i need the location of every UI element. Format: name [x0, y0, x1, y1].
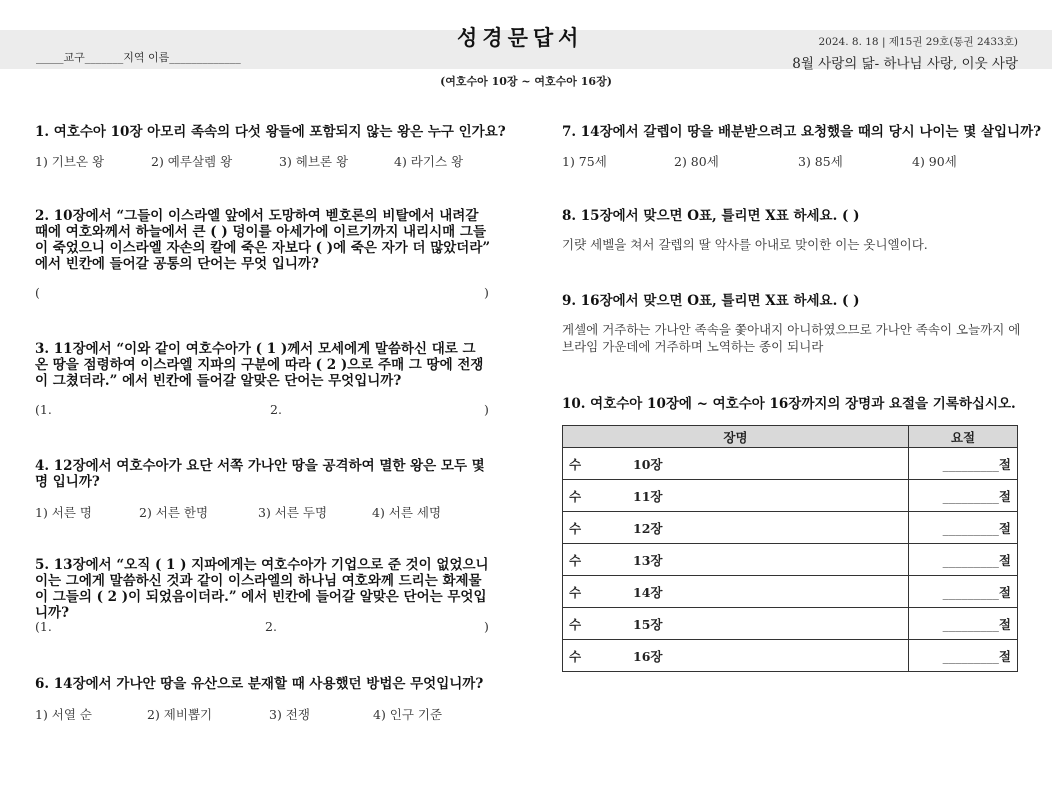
question-8[interactable]: 8. 15장에서 맞으면 O표, 틀리면 X표 하세요. ( ): [562, 208, 860, 224]
q3-answer-mid: 2.: [270, 402, 282, 417]
table-header-row: [563, 426, 1018, 448]
q5-answer-open: (1.: [35, 619, 52, 634]
q1-option-3[interactable]: 3) 헤브론 왕: [279, 154, 349, 169]
question-9[interactable]: 9. 16장에서 맞으면 O표, 틀리면 X표 하세요. ( ): [562, 293, 860, 309]
verse-suffix: 절: [998, 616, 1011, 632]
monthly-theme: 8월 사랑의 닮- 하나님 사랑, 이웃 사랑: [792, 56, 1018, 72]
q2-answer-open: (: [35, 285, 40, 300]
q5-answer-mid: 2.: [265, 619, 277, 634]
q7-option-3[interactable]: 3) 85세: [798, 154, 843, 169]
verse-cell[interactable]: [909, 576, 1018, 608]
question-5: 5. 13장에서 “오직 ( 1 ) 지파에게는 여호수아가 기업으로 준 것이 없었으니 이는 그에게 말씀하신 것과 같이 이스라엘의 하나님 여호와께 드리는 화제물이 그들의 ( 2 )이 되었음이더라.” 에서 빈칸에 들어갈 알맞은 단어는 무엇입니까?: [35, 557, 489, 621]
q4-option-2[interactable]: 2) 서른 한명: [139, 505, 209, 520]
verse-blank[interactable]: _________: [942, 616, 999, 632]
book-prefix: 수: [569, 616, 582, 632]
chapter-cell[interactable]: [563, 576, 909, 608]
name-fill-line[interactable]: _____교구_______지역 이름_____________: [36, 51, 241, 64]
question-4-options: [35, 503, 441, 521]
q4-option-1[interactable]: 1) 서른 명: [35, 505, 93, 520]
question-1-options: [35, 152, 463, 170]
chapter-cell[interactable]: [563, 512, 909, 544]
table-row: [563, 640, 1018, 672]
question-3: 3. 11장에서 “이와 같이 여호수아가 ( 1 )께서 모세에게 말씀하신 대로 그 온 땅을 점령하여 이스라엘 지파의 구분에 따라 ( 2 )으로 주매 그 땅에 전쟁이 그쳤더라.” 에서 빈칸에 들어갈 알맞은 단어는 무엇입니까?: [35, 341, 484, 389]
header-key-verse: 요절: [909, 426, 1018, 448]
table-row: [563, 480, 1018, 512]
header-chapter-name: 장명: [563, 426, 909, 448]
table-row: [563, 576, 1018, 608]
verse-cell[interactable]: [909, 512, 1018, 544]
q5-answer-field-2[interactable]: [281, 616, 478, 634]
q3-answer-field-1[interactable]: [55, 399, 260, 417]
question-7: 7. 14장에서 갈렙이 땅을 배분받으려고 요청했을 때의 당시 나이는 몇 살입니까?: [562, 124, 1042, 140]
verse-suffix: 절: [998, 456, 1011, 472]
verse-cell[interactable]: [909, 544, 1018, 576]
verse-cell[interactable]: [909, 640, 1018, 672]
question-7-options: [562, 152, 957, 170]
q3-answer-open: (1.: [35, 402, 52, 417]
table-row: [563, 608, 1018, 640]
book-prefix: 수: [569, 488, 582, 504]
page-title: 성경문답서: [457, 25, 584, 50]
chapter-label: 11장: [633, 488, 663, 504]
book-prefix: 수: [569, 552, 582, 568]
book-prefix: 수: [569, 456, 582, 472]
chapter-label: 10장: [633, 456, 663, 472]
verse-blank[interactable]: _________: [942, 456, 999, 472]
verse-suffix: 절: [998, 520, 1011, 536]
chapter-summary-table: [562, 425, 1018, 672]
q2-answer-close: ): [484, 285, 489, 300]
issue-info: 2024. 8. 18 | 제15권 29호(통권 2433호): [818, 36, 1018, 48]
verse-suffix: 절: [998, 584, 1011, 600]
chapter-label: 16장: [633, 648, 663, 664]
verse-blank[interactable]: _________: [942, 520, 999, 536]
q3-answer-close: ): [484, 402, 489, 417]
chapter-label: 14장: [633, 584, 663, 600]
q7-option-1[interactable]: 1) 75세: [562, 154, 607, 169]
verse-blank[interactable]: _________: [942, 488, 999, 504]
q3-answer-field-2[interactable]: [286, 399, 478, 417]
question-2: 2. 10장에서 “그들이 이스라엘 앞에서 도망하여 벧호론의 비탈에서 내려갈 때에 여호와께서 하늘에서 큰 ( ) 덩이를 아세가에 이르기까지 내리시매 그들이 죽었으니 이스라엘 자손의 칼에 죽은 자보다 ( )에 죽은 자가 더 많았더라” 에서 빈칸에 들어갈 공통의 단어는 무엇 입니까?: [35, 208, 491, 272]
verse-blank[interactable]: _________: [942, 584, 999, 600]
verse-cell[interactable]: [909, 448, 1018, 480]
q6-option-1[interactable]: 1) 서열 순: [35, 707, 93, 722]
question-6: 6. 14장에서 가나안 땅을 유산으로 분재할 때 사용했던 방법은 무엇입니까?: [35, 676, 484, 692]
question-6-options: [35, 705, 442, 723]
question-4: 4. 12장에서 여호수아가 요단 서쪽 가나안 땅을 공격하여 멸한 왕은 모두 몇 명 입니까?: [35, 458, 485, 490]
chapter-label: 12장: [633, 520, 663, 536]
q1-option-4[interactable]: 4) 라기스 왕: [394, 154, 464, 169]
table-row: [563, 448, 1018, 480]
chapter-cell[interactable]: [563, 544, 909, 576]
q4-option-3[interactable]: 3) 서른 두명: [258, 505, 328, 520]
book-prefix: 수: [569, 648, 582, 664]
book-prefix: 수: [569, 520, 582, 536]
question-10: 10. 여호수아 10장에 ~ 여호수아 16장까지의 장명과 요절을 기록하십시오.: [562, 396, 1016, 412]
chapter-cell[interactable]: [563, 448, 909, 480]
q9-statement: 게셀에 거주하는 가나안 족속을 쫓아내지 아니하였으므로 가나안 족속이 오늘까지 에브라임 가운데에 거주하며 노역하는 종이 되니라: [562, 322, 1021, 354]
q8-statement: 기럇 세벨을 쳐서 갈렙의 딸 악사를 아내로 맞이한 이는 옷니엘이다.: [562, 237, 928, 252]
q6-option-2[interactable]: 2) 제비뽑기: [147, 707, 213, 722]
q7-option-4[interactable]: 4) 90세: [912, 154, 957, 169]
chapter-cell[interactable]: [563, 608, 909, 640]
verse-blank[interactable]: _________: [942, 648, 999, 664]
chapter-label: 15장: [633, 616, 663, 632]
table-row: [563, 512, 1018, 544]
verse-cell[interactable]: [909, 608, 1018, 640]
verse-suffix: 절: [998, 648, 1011, 664]
chapter-cell[interactable]: [563, 480, 909, 512]
chapter-label: 13장: [633, 552, 663, 568]
verse-cell[interactable]: [909, 480, 1018, 512]
q6-option-4[interactable]: 4) 인구 기준: [373, 707, 443, 722]
q1-option-1[interactable]: 1) 기브온 왕: [35, 154, 105, 169]
q5-answer-field-1[interactable]: [55, 616, 255, 634]
book-prefix: 수: [569, 584, 582, 600]
verse-suffix: 절: [998, 488, 1011, 504]
q7-option-2[interactable]: 2) 80세: [674, 154, 719, 169]
q1-option-2[interactable]: 2) 예루살렘 왕: [151, 154, 233, 169]
table-row: [563, 544, 1018, 576]
q6-option-3[interactable]: 3) 전쟁: [269, 707, 310, 722]
scripture-range: (여호수아 10장 ~ 여호수아 16장): [440, 75, 612, 88]
chapter-cell[interactable]: [563, 640, 909, 672]
verse-blank[interactable]: _________: [942, 552, 999, 568]
q4-option-4[interactable]: 4) 서른 세명: [372, 505, 442, 520]
q5-answer-close: ): [484, 619, 489, 634]
question-1: 1. 여호수아 10장 아모리 족속의 다섯 왕들에 포함되지 않는 왕은 누구 인가요?: [35, 124, 506, 140]
verse-suffix: 절: [998, 552, 1011, 568]
q2-answer-field[interactable]: [44, 282, 480, 300]
